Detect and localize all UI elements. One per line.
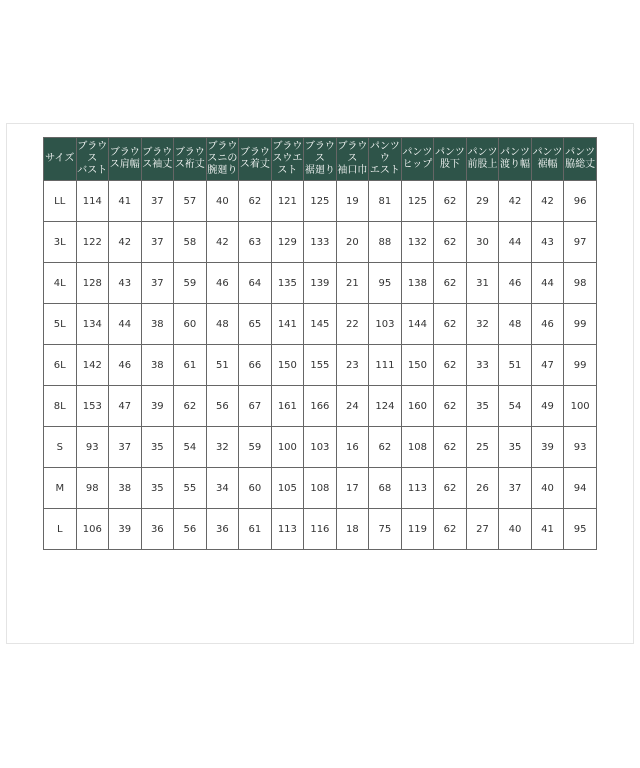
table-cell: 166 <box>304 386 337 427</box>
table-cell: 22 <box>336 304 369 345</box>
size-label-cell: 6L <box>44 345 77 386</box>
table-cell: 95 <box>369 263 402 304</box>
table-cell: 48 <box>499 304 532 345</box>
table-cell: 111 <box>369 345 402 386</box>
table-row <box>44 427 597 468</box>
table-cell: 139 <box>304 263 337 304</box>
table-cell: 51 <box>206 345 239 386</box>
table-cell: 132 <box>401 222 434 263</box>
size-label-cell: 8L <box>44 386 77 427</box>
table-cell: 47 <box>531 345 564 386</box>
table-cell: 41 <box>109 181 142 222</box>
size-label-cell: L <box>44 509 77 550</box>
column-header: パンツ 裾幅 <box>531 138 564 181</box>
table-cell: 145 <box>304 304 337 345</box>
table-cell: 43 <box>531 222 564 263</box>
table-cell: 81 <box>369 181 402 222</box>
table-cell: 62 <box>434 386 467 427</box>
table-cell: 37 <box>141 222 174 263</box>
table-cell: 42 <box>499 181 532 222</box>
column-header: ブラウス バスト <box>76 138 109 181</box>
table-cell: 32 <box>206 427 239 468</box>
table-cell: 113 <box>271 509 304 550</box>
table-cell: 67 <box>239 386 272 427</box>
table-cell: 119 <box>401 509 434 550</box>
table-cell: 141 <box>271 304 304 345</box>
table-cell: 122 <box>76 222 109 263</box>
table-cell: 60 <box>174 304 207 345</box>
table-row <box>44 345 597 386</box>
table-cell: 62 <box>434 304 467 345</box>
table-cell: 42 <box>531 181 564 222</box>
column-header: パンツ 前股上 <box>466 138 499 181</box>
table-cell: 106 <box>76 509 109 550</box>
table-cell: 43 <box>109 263 142 304</box>
table-cell: 128 <box>76 263 109 304</box>
table-cell: 108 <box>401 427 434 468</box>
table-cell: 108 <box>304 468 337 509</box>
table-cell: 35 <box>141 427 174 468</box>
table-cell: 62 <box>434 345 467 386</box>
table-cell: 100 <box>271 427 304 468</box>
table-cell: 40 <box>531 468 564 509</box>
table-row <box>44 304 597 345</box>
table-cell: 46 <box>109 345 142 386</box>
table-row <box>44 181 597 222</box>
table-cell: 29 <box>466 181 499 222</box>
column-header: ブラウス 袖口巾 <box>336 138 369 181</box>
table-cell: 62 <box>369 427 402 468</box>
table-cell: 94 <box>564 468 597 509</box>
table-cell: 65 <box>239 304 272 345</box>
table-cell: 25 <box>466 427 499 468</box>
table-cell: 46 <box>499 263 532 304</box>
table-cell: 33 <box>466 345 499 386</box>
column-header: パンツ 渡り幅 <box>499 138 532 181</box>
table-cell: 144 <box>401 304 434 345</box>
table-cell: 161 <box>271 386 304 427</box>
table-cell: 40 <box>206 181 239 222</box>
column-header: ブラウ ス裄丈 <box>174 138 207 181</box>
table-cell: 68 <box>369 468 402 509</box>
table-cell: 96 <box>564 181 597 222</box>
table-cell: 44 <box>109 304 142 345</box>
table-cell: 18 <box>336 509 369 550</box>
column-header: ブラウ スニの 腕廻り <box>206 138 239 181</box>
table-cell: 38 <box>141 345 174 386</box>
column-header: ブラウ スウエ スト <box>271 138 304 181</box>
table-cell: 37 <box>499 468 532 509</box>
table-cell: 62 <box>174 386 207 427</box>
table-cell: 56 <box>174 509 207 550</box>
table-cell: 125 <box>304 181 337 222</box>
table-cell: 54 <box>174 427 207 468</box>
table-cell: 124 <box>369 386 402 427</box>
size-label-cell: M <box>44 468 77 509</box>
table-cell: 30 <box>466 222 499 263</box>
table-cell: 59 <box>239 427 272 468</box>
table-cell: 46 <box>531 304 564 345</box>
column-header: ブラウ ス肩幅 <box>109 138 142 181</box>
table-cell: 32 <box>466 304 499 345</box>
table-cell: 100 <box>564 386 597 427</box>
header-row <box>44 138 597 181</box>
table-cell: 129 <box>271 222 304 263</box>
table-cell: 42 <box>206 222 239 263</box>
table-cell: 17 <box>336 468 369 509</box>
column-header: ブラウス 裾廻り <box>304 138 337 181</box>
table-cell: 44 <box>499 222 532 263</box>
table-cell: 153 <box>76 386 109 427</box>
column-header: ブラウ ス着丈 <box>239 138 272 181</box>
size-label-cell: 3L <box>44 222 77 263</box>
table-cell: 150 <box>271 345 304 386</box>
table-cell: 35 <box>466 386 499 427</box>
table-cell: 64 <box>239 263 272 304</box>
table-cell: 51 <box>499 345 532 386</box>
table-cell: 39 <box>141 386 174 427</box>
table-cell: 57 <box>174 181 207 222</box>
table-cell: 62 <box>434 181 467 222</box>
size-label-cell: 4L <box>44 263 77 304</box>
table-cell: 134 <box>76 304 109 345</box>
table-cell: 99 <box>564 345 597 386</box>
table-cell: 36 <box>206 509 239 550</box>
table-cell: 150 <box>401 345 434 386</box>
table-cell: 103 <box>304 427 337 468</box>
table-cell: 98 <box>564 263 597 304</box>
table-cell: 116 <box>304 509 337 550</box>
column-header: パンツ 脇総丈 <box>564 138 597 181</box>
table-cell: 160 <box>401 386 434 427</box>
table-cell: 135 <box>271 263 304 304</box>
table-cell: 105 <box>271 468 304 509</box>
table-cell: 54 <box>499 386 532 427</box>
table-cell: 20 <box>336 222 369 263</box>
table-row <box>44 263 597 304</box>
table-row <box>44 468 597 509</box>
table-cell: 59 <box>174 263 207 304</box>
table-row <box>44 509 597 550</box>
table-cell: 63 <box>239 222 272 263</box>
table-cell: 26 <box>466 468 499 509</box>
table-cell: 62 <box>239 181 272 222</box>
table-cell: 27 <box>466 509 499 550</box>
table-cell: 42 <box>109 222 142 263</box>
table-header <box>44 138 597 181</box>
table-cell: 62 <box>434 427 467 468</box>
table-cell: 39 <box>109 509 142 550</box>
table-cell: 46 <box>206 263 239 304</box>
table-cell: 16 <box>336 427 369 468</box>
table-cell: 55 <box>174 468 207 509</box>
size-table <box>43 137 597 550</box>
size-label-cell: 5L <box>44 304 77 345</box>
table-cell: 39 <box>531 427 564 468</box>
table-cell: 24 <box>336 386 369 427</box>
table-cell: 47 <box>109 386 142 427</box>
table-cell: 34 <box>206 468 239 509</box>
table-cell: 62 <box>434 263 467 304</box>
table-cell: 19 <box>336 181 369 222</box>
table-cell: 37 <box>141 181 174 222</box>
table-cell: 48 <box>206 304 239 345</box>
table-cell: 38 <box>141 304 174 345</box>
table-cell: 35 <box>499 427 532 468</box>
table-cell: 97 <box>564 222 597 263</box>
table-cell: 44 <box>531 263 564 304</box>
table-cell: 103 <box>369 304 402 345</box>
size-label-cell: S <box>44 427 77 468</box>
size-label-cell: LL <box>44 181 77 222</box>
table-cell: 62 <box>434 468 467 509</box>
table-cell: 133 <box>304 222 337 263</box>
table-cell: 61 <box>239 509 272 550</box>
table-cell: 23 <box>336 345 369 386</box>
table-cell: 62 <box>434 222 467 263</box>
table-cell: 88 <box>369 222 402 263</box>
table-cell: 113 <box>401 468 434 509</box>
table-cell: 99 <box>564 304 597 345</box>
table-cell: 62 <box>434 509 467 550</box>
table-cell: 58 <box>174 222 207 263</box>
table-cell: 37 <box>109 427 142 468</box>
table-cell: 93 <box>76 427 109 468</box>
table-cell: 21 <box>336 263 369 304</box>
table-cell: 93 <box>564 427 597 468</box>
table-cell: 114 <box>76 181 109 222</box>
table-cell: 60 <box>239 468 272 509</box>
table-cell: 155 <box>304 345 337 386</box>
header-size: サイズ <box>44 138 77 181</box>
table-cell: 49 <box>531 386 564 427</box>
table-cell: 31 <box>466 263 499 304</box>
table-cell: 75 <box>369 509 402 550</box>
table-cell: 40 <box>499 509 532 550</box>
table-body <box>44 181 597 550</box>
table-row <box>44 386 597 427</box>
table-cell: 37 <box>141 263 174 304</box>
table-cell: 36 <box>141 509 174 550</box>
column-header: ブラウ ス袖丈 <box>141 138 174 181</box>
table-cell: 41 <box>531 509 564 550</box>
table-cell: 66 <box>239 345 272 386</box>
table-row <box>44 222 597 263</box>
table-cell: 38 <box>109 468 142 509</box>
table-cell: 142 <box>76 345 109 386</box>
table-cell: 95 <box>564 509 597 550</box>
table-cell: 138 <box>401 263 434 304</box>
table-cell: 98 <box>76 468 109 509</box>
table-cell: 61 <box>174 345 207 386</box>
table-cell: 35 <box>141 468 174 509</box>
column-header: パンツ 股下 <box>434 138 467 181</box>
column-header: パンツ ヒップ <box>401 138 434 181</box>
column-header: パンツウ エスト <box>369 138 402 181</box>
table-cell: 56 <box>206 386 239 427</box>
table-cell: 125 <box>401 181 434 222</box>
table-cell: 121 <box>271 181 304 222</box>
